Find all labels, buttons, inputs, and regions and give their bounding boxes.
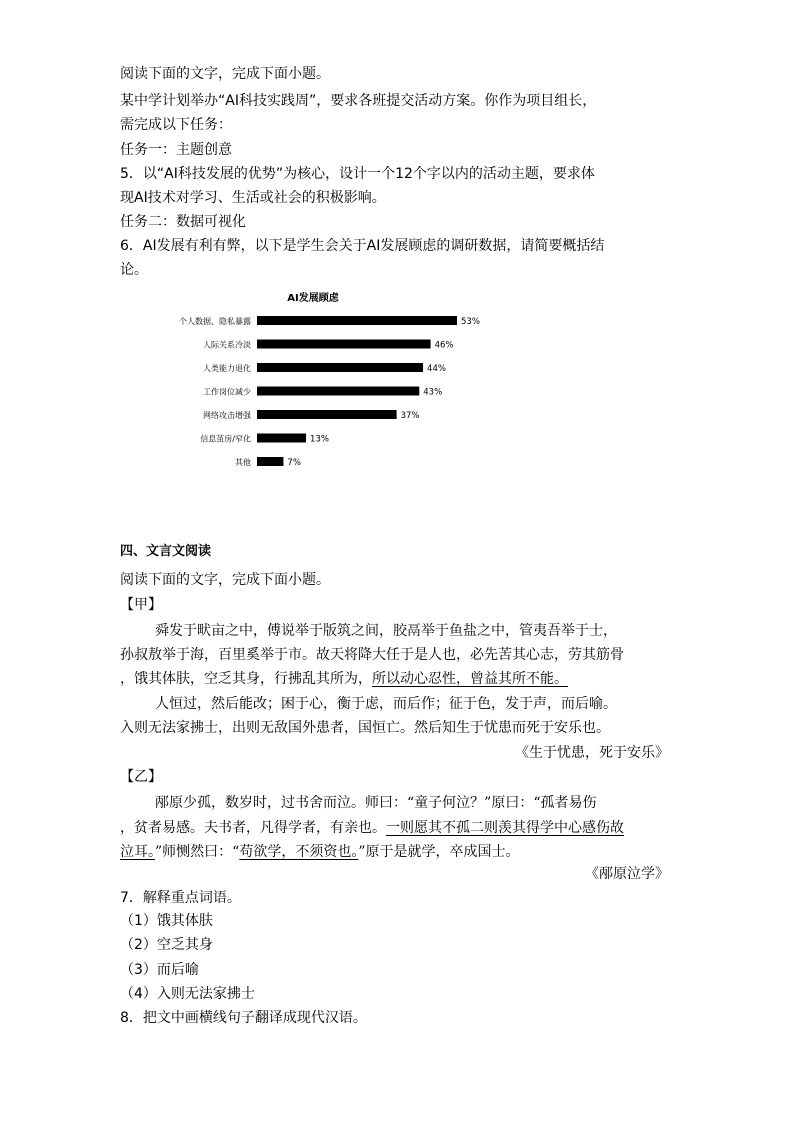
chart-title: AI发展顾虑 (287, 293, 339, 304)
question-6-cont: 论。 (120, 262, 148, 278)
underlined-sentence: 所以动心忍性，曾益其所不能。 (372, 671, 568, 687)
underlined-sentence: 苟欲学，不须资也。 (239, 844, 359, 860)
reading-instruction: 阅读下面的文字，完成下面小题。 (120, 66, 330, 82)
passage-yi-label: 【乙】 (120, 769, 162, 785)
chart-bars (179, 316, 480, 468)
bar (257, 316, 457, 325)
passage-jia-line (120, 669, 568, 689)
passage-yi-line (120, 842, 520, 862)
passage-jia-line: 舜发于畎亩之中，傅说举于版筑之间，胶鬲举于鱼盐之中，管夷吾举于士， (155, 623, 617, 639)
passage-jia-label: 【甲】 (120, 597, 162, 613)
passage-text: ”师恻然曰：“ (155, 844, 240, 860)
scenario-text: 某中学计划举办“AI科技实践周”，要求各班提交活动方案。你作为项目组长， (120, 93, 597, 109)
passage-jia-line: 入则无法家拂士，出则无敌国外患者，国恒亡。然后知生于忧患而死于安乐也。 (120, 720, 610, 736)
passage-yi-source: 《邴原泣学》 (585, 866, 669, 882)
category-label: 网络攻击增强 (203, 411, 251, 420)
category-label: 信息茧房/窄化 (200, 434, 251, 444)
bar (257, 387, 419, 396)
bar-chart (120, 287, 540, 482)
value-label: 53% (461, 317, 480, 327)
question-5: 5．以“AI科技发展的优势”为核心，设计一个12个字以内的活动主题，要求体 (120, 166, 595, 182)
passage-text: ，饿其体肤，空乏其身，行拂乱其所为， (120, 671, 372, 687)
value-label: 7% (287, 458, 301, 468)
passage-jia-line: 孙叔敖举于海，百里奚举于市。故天将降大任于是人也，必先苦其心志，劳其筋骨 (120, 647, 624, 663)
section-heading: 四、文言文阅读 (120, 544, 212, 559)
bar (257, 434, 306, 443)
value-label: 37% (400, 411, 420, 421)
reading-instruction-2: 阅读下面的文字，完成下面小题。 (120, 572, 330, 588)
question-7: 7．解释重点词语。 (120, 890, 241, 906)
task-two-heading: 任务二：数据可视化 (120, 214, 246, 230)
bar (257, 340, 431, 349)
category-label: 其他 (235, 458, 251, 467)
value-label: 43% (423, 387, 443, 398)
scenario-text-cont: 需完成以下任务： (120, 117, 232, 133)
passage-jia-line: 人恒过，然后能改；困于心，衡于虑，而后作；征于色，发于声，而后喻。 (155, 696, 617, 712)
question-7-item: （1）饿其体肤 (120, 913, 213, 929)
question-7-item: （2）空乏其身 (120, 937, 213, 953)
category-label: 个人数据、隐私暴露 (179, 317, 251, 326)
value-label: 46% (434, 340, 454, 351)
bar (257, 363, 423, 372)
category-label: 人际关系冷淡 (203, 340, 251, 350)
value-label: 13% (310, 434, 329, 445)
question-7-item: （4）入则无法家拂士 (120, 986, 255, 1002)
passage-yi-line (120, 818, 624, 838)
passage-text: ，贫者易感。夫书者，凡得学者，有亲也。 (120, 820, 386, 836)
bar (257, 457, 283, 466)
question-7-item: （3）而后喻 (120, 962, 199, 978)
question-8: 8．把文中画横线句子翻译成现代汉语。 (120, 1010, 367, 1026)
underlined-sentence: 一则愿其不孤二则羡其得学中心感伤故 (386, 820, 624, 836)
passage-text: ”原于是就学，卒成国士。 (358, 844, 520, 860)
value-label: 44% (427, 364, 446, 374)
passage-yi-line: 邴原少孤，数岁时，过书舍而泣。师曰：“童子何泣？”原曰：“孤者易伤 (155, 795, 597, 811)
underlined-sentence: 泣耳。 (120, 844, 155, 860)
task-one-heading: 任务一：主题创意 (120, 142, 232, 158)
category-label: 人类能力退化 (203, 364, 251, 373)
question-6: 6．AI发展有利有弊，以下是学生会关于AI发展顾虑的调研数据，请简要概括结 (120, 238, 605, 254)
bar (257, 410, 397, 419)
passage-jia-source: 《生于忧患，死于安乐》 (515, 745, 669, 761)
question-5-cont: 现AI技术对学习、生活或社会的积极影响。 (120, 190, 386, 206)
category-label: 工作岗位减少 (203, 387, 251, 397)
